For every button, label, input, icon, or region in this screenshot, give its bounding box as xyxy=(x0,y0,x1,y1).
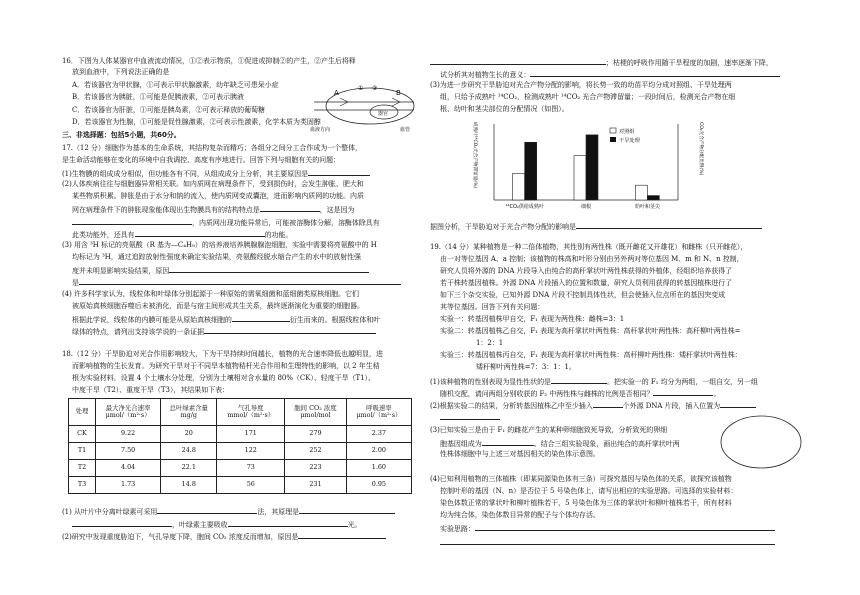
q19-experiment-2b: 1：2：1 xyxy=(476,339,504,347)
label-2: ② xyxy=(372,85,378,92)
q17-line-12 xyxy=(72,277,401,288)
chart-y-label-right: CO₂光合产物分配比例(%) xyxy=(698,122,703,176)
q17-line-15 xyxy=(72,314,380,325)
q19-experiment-3b: 矮秆柳叶两性株=7：3：1：1。 xyxy=(476,363,576,371)
q18-answer-1b xyxy=(72,519,362,530)
q18-line-1: 18.（12 分）干旱胁迫对光合作用影响较大，下为干旱持续时间越长，植物的光合速率降低也越明显，进 xyxy=(62,350,383,358)
q19-line-3: 研究人员将外源的 DNA 片段导入由纯合的高秆掌状叶两性株获得的外植体，经组织培养获得了 xyxy=(440,267,733,275)
q19-answer-3b xyxy=(440,438,680,449)
q19-experiment-3: 实验三：转基因植株丙自交，F₁ 表现为高秆掌状叶两性株：高秆柳叶两性株：矮秆掌状叶两性株： xyxy=(440,351,742,359)
table-cell: 7.50 xyxy=(96,443,161,460)
table-cell: 252 xyxy=(285,443,347,460)
q17-q3-text-b: 是 xyxy=(72,279,79,287)
organ-blood-flow-diagram xyxy=(310,78,418,134)
bar-control xyxy=(635,185,647,200)
q17-q3-blank-2[interactable] xyxy=(79,277,401,285)
table-cell: 171 xyxy=(217,426,285,443)
bar-drought xyxy=(647,196,659,200)
q19-a3-text-b: 胞基因组成为 xyxy=(440,440,482,448)
table-cell: 14.8 xyxy=(161,477,217,494)
q18-r-line-4: 组，只给予成熟叶 ¹⁴CO₂，检测成熟叶 ¹⁴CO₂ 光合产物滞留量；一段时间后，检测光合产物在细 xyxy=(440,93,736,101)
q19-answer-4b: 控制叶形的基因（N、n）是否位于 5 号染色体上，请写出相应的实验思路。可选择的实验材料： xyxy=(440,487,738,495)
q19-a3-blank[interactable] xyxy=(482,438,534,446)
q19-answer-2 xyxy=(430,400,756,411)
q18-line-4: 中度干旱（T2）、重度干旱（T3），其结果如下表： xyxy=(72,386,229,394)
table-cell: 122 xyxy=(217,443,285,460)
bar-control xyxy=(574,156,586,200)
table-cell: CK xyxy=(69,426,96,443)
q18-r-line-6 xyxy=(430,221,762,232)
category-label: ¹⁴CO₂供给成熟叶 xyxy=(505,204,544,210)
q19-a2-blank-2[interactable] xyxy=(720,400,756,408)
table-cell: 9.22 xyxy=(96,426,161,443)
q19-a1-text-c: 随机交配，请问两组分别收获的 F₂ 中两性株与雌株的比例是否相同？ xyxy=(440,390,654,398)
drawing-ellipse xyxy=(721,416,801,468)
q19-a4-blank-1[interactable] xyxy=(475,523,775,531)
label-1: ① xyxy=(358,85,364,92)
header-2-unit: mg/g xyxy=(180,411,197,419)
q19-answer-2c xyxy=(440,412,500,423)
legend-label-control: 对照组 xyxy=(619,129,635,135)
q18-a1-blank-1[interactable] xyxy=(157,506,257,514)
table-cell: 279 xyxy=(285,426,347,443)
table-cell: T3 xyxy=(69,477,96,494)
q17-q1-text: (1)生物膜的组成成分相似，但功能各有不同，从组成成分上分析，其主要原因是 xyxy=(62,170,309,178)
q18-r-text-6: 据图分析，干旱胁迫对于光合产物分配的影响是 xyxy=(430,223,576,231)
table-row xyxy=(69,460,412,477)
q19-a1-text: (1)该种植物的性别表现为显性性状的是 xyxy=(430,378,551,386)
q19-answer-3d: 性株体细胞中与上述三对基因相关的染色体示意图。 xyxy=(440,450,600,458)
q19-a3-text-c: 。结合三组实验现象，画出纯合的高秆掌状叶两 xyxy=(533,440,680,448)
q18-r-line-2 xyxy=(440,69,780,80)
table-cell: 2.37 xyxy=(346,426,411,443)
table-cell: T1 xyxy=(69,443,96,460)
q19-a1-blank-1[interactable] xyxy=(551,376,607,384)
q17-line-8 xyxy=(72,229,292,240)
legend-label-drought: 干旱处理 xyxy=(619,138,640,144)
q18-a1-text-c: ，叶绿素主要吸收 xyxy=(172,521,228,529)
photosynthate-distribution-chart xyxy=(468,118,706,216)
q17-q2-blank-2[interactable] xyxy=(72,217,192,225)
header-2-name: 总叶绿素含量 xyxy=(169,403,208,412)
q17-q4-text-b: 衍生而来的。根据线粒体和叶 xyxy=(289,316,381,324)
q17-q2-text-d: 此类功能外，还具有 xyxy=(72,231,135,239)
table-cell: 20 xyxy=(161,426,217,443)
table-cell: 22.1 xyxy=(161,460,217,477)
q18-a1-blank-3[interactable] xyxy=(72,519,172,527)
table-row xyxy=(69,426,412,443)
q17-line-14: 被原始真核细胞吞噬后未被消化，而是与宿主间形成共生关系，最终逐渐演化为重要的细胞器。 xyxy=(72,302,364,310)
q16-stem-1: 16．下图为人体某器官中血液流动情况，①②表示物质，①促进或抑制②的产生，②产生后将释 xyxy=(62,57,356,65)
q18-data-table xyxy=(68,398,412,494)
q18-r-line-5: 根、幼叶和茎尖部位的分配情况（如图）。 xyxy=(440,105,569,113)
q17-line-4: (2)人体疾病往往与细胞器异常相关联。如内质网在病理条件下，受到损伤时，会发生肿胀、肥大和 xyxy=(62,180,364,188)
blood-vessel-lines xyxy=(314,102,414,110)
table-cell: 231 xyxy=(285,477,347,494)
table-header-cell xyxy=(285,399,347,426)
q17-q2-text: 网在病理条件下的肿胀现象能体现出生物膜具有的结构特点是 xyxy=(72,206,260,214)
q17-line-3 xyxy=(62,168,370,179)
q19-answer-1 xyxy=(430,376,758,387)
header-4-unit: μmol/mol xyxy=(300,411,331,419)
q18-r-blank-2[interactable] xyxy=(530,69,780,77)
table-cell: 56 xyxy=(217,477,285,494)
q19-experiment-2: 实验二：转基因植株乙自交，F₁ 表现为高秆掌状叶两性株：高秆掌状叶两性株：高秆柳叶两性株= xyxy=(440,327,741,335)
q19-answer-4d: 均为纯合体，染色体数目异常的配子与个体均存活。 xyxy=(440,511,600,519)
q18-r-line-1 xyxy=(430,57,773,68)
q19-answer-4: (4)已知利用植物的三体植株（即某同源染色体有三条）可探究基因与染色体的关系，欲探究该植物 xyxy=(430,475,732,483)
q19-answer-1b xyxy=(440,388,720,399)
table-header-row xyxy=(69,399,412,426)
table-cell: 2.00 xyxy=(346,443,411,460)
q16-option-b: B．若该器官为胰脏，①可能是促胰液素，②可表示胰液 xyxy=(72,93,244,101)
q17-q2-text-b: ，这是因为 xyxy=(319,206,355,214)
q17-q2-text-c: ，内质网出现功能异常后，可能被溶酶体分解，溶酶体除具有 xyxy=(192,219,380,227)
q17-q2-text-e: 的功能。 xyxy=(264,231,293,239)
q17-q4-blank-2[interactable] xyxy=(204,326,376,334)
q17-q2-blank-3[interactable] xyxy=(135,229,265,237)
q18-a1-text-b: 法，其原理是 xyxy=(257,508,300,516)
q17-q2-blank-1[interactable] xyxy=(260,204,320,212)
q16-option-c: C．若该器官为肝脏，①可能是胰岛素，②可表示释放的葡萄糖 xyxy=(72,106,265,114)
q18-a2-text: (2)研究中发现重度胁迫下，气孔导度下降，胞间 CO₂ 浓度反而增加，原因是 xyxy=(62,533,299,541)
label-organ: 器官 xyxy=(378,111,389,117)
q17-q3-text: 度并未明显影响实验结果，原因 xyxy=(72,267,170,275)
q17-line-9: (3) 用含 ³H 标记的亮氨酸（R 基为—C₄H₉）的培养液培养胰腺腺泡细胞，实验中需要将亮氨酸中的 H xyxy=(62,241,377,249)
q17-q4-blank-1[interactable] xyxy=(232,314,290,322)
bar-drought xyxy=(525,142,537,200)
q19-a4-text-e: 实验思路： xyxy=(440,525,475,533)
header-1-name: 最大净光合速率 xyxy=(105,403,151,412)
label-flow: 血液方向 xyxy=(310,127,331,133)
q18-a1-text: (1) 从叶片中分离叶绿素可采用 xyxy=(62,508,158,516)
q18-answer-2 xyxy=(62,531,386,542)
label-a: A xyxy=(334,89,339,97)
header-4-name: 胞间 CO₂ 浓度 xyxy=(294,403,337,412)
table-row xyxy=(69,443,412,460)
table-header-cell xyxy=(346,399,411,426)
q19-a1-text-d: 。 xyxy=(713,390,721,398)
q17-line-10: 均标记为 ³H，通过追踪放射性强度来确定实验结果，亮氨酸经脱水缩合产生的水中的放射性强 xyxy=(72,253,361,261)
drawing-area-circle[interactable] xyxy=(718,414,804,470)
q16-option-a: A．若该器官为甲状腺，①可表示甲状腺激素，幼年缺乏可患呆小症 xyxy=(72,81,279,89)
q17-line-11 xyxy=(72,265,369,276)
q19-answer-4f xyxy=(440,537,775,548)
q18-r-blank-3[interactable] xyxy=(576,221,762,229)
q19-answer-3: (3)已知实验三是由于 F₁ 的雌花产生的某种卵细胞致死导致，分析致死的卵细 xyxy=(430,426,668,434)
q18-a1-blank-2[interactable] xyxy=(299,506,395,514)
table-cell: 73 xyxy=(217,460,285,477)
q19-answer-4e xyxy=(440,523,775,534)
q19-a2-text: (2)根据实验二的结果，分析转基因植株乙中至少插入 xyxy=(430,402,593,410)
q19-answer-4c: 染色体数正常的掌状叶和柳叶植株若干，5 号染色体为三体的掌状叶和柳叶植株若干，所有材料 xyxy=(440,499,732,507)
table-cell: 1.60 xyxy=(346,460,411,477)
q16-stem-2: 放到血液中，下列说法正确的是 xyxy=(72,68,170,76)
q17-line-13: (4) 许多科学家认为，线粒体和叶绿体分别起源于一种原始的需氧细菌和蓝细菌类原核细胞。它们 xyxy=(62,290,359,298)
q17-line-1: 17.（12 分）细胞作为基本的生命系统，其结构复杂而精巧；各组分之间分工合作成为一个整体， xyxy=(62,144,362,152)
table-cell: T2 xyxy=(69,460,96,477)
q17-q3-blank-1[interactable] xyxy=(169,265,369,273)
header-5-name: 呼吸速率 xyxy=(366,403,392,412)
table-cell: 223 xyxy=(285,460,347,477)
q19-line-6: 其等位基因。回答下列有关问题： xyxy=(440,303,545,311)
q18-a1-blank-4[interactable] xyxy=(228,519,348,527)
chart-y-label-left: 成熟叶¹⁴CO₂光合产物滞留量(%) xyxy=(472,122,477,189)
q17-q4-text: 根据此学说，线粒体的内膜可能是从原始真核细胞的 xyxy=(72,316,232,324)
q16-option-d: D．若该器官为性腺，①可能是促性腺激素，②可表示性激素，化学本质为类固醇 xyxy=(72,118,321,126)
table-cell: 4.04 xyxy=(96,460,161,477)
bar-drought xyxy=(586,135,598,200)
category-label: 细根 xyxy=(580,204,592,210)
q17-line-5: 某些物质积累。肿胀是由于水分和钠的流入，使内质网变成囊泡，进而影响内质网的功能。内质 xyxy=(72,192,364,200)
q19-a2-blank-1[interactable] xyxy=(593,400,623,408)
header-3-unit: mmol/（m²·s） xyxy=(227,411,275,419)
legend-swatch-control xyxy=(610,128,616,133)
q19-a4-blank-2[interactable] xyxy=(440,537,775,545)
q19-line-4: 若干株转基因植株。外源 DNA 片段插入的位置和数量，研究人员利用获得的转基因植株进行了 xyxy=(440,279,733,287)
q19-a1-text-b: 。把实验一的 F₁ 均分为两组，一组自交，另一组 xyxy=(606,378,758,386)
q19-experiment-1: 实验一：转基因植株甲自交，F₁ 表现为两性株：雌株=3：1 xyxy=(440,315,625,323)
chart-bars xyxy=(513,135,660,200)
q18-line-3: 根为实验材料，设置 4 个土壤水分处理，分别为土壤相对含水量的 80%（CK）、轻度干旱（T1）、 xyxy=(72,374,375,382)
header-5-unit: μmol/（m²·s） xyxy=(356,411,402,419)
q18-a1-text-d: 光。 xyxy=(347,521,362,529)
table-header-cell: 处理 xyxy=(69,399,96,426)
q17-q4-text-c: 绿体的特点，请列出支持该学说的一条证据 xyxy=(72,328,205,336)
section-3-heading: 三、非选择题：包括5小题，共60分。 xyxy=(62,131,181,139)
q18-r-blank-1[interactable] xyxy=(430,57,606,65)
q19-line-2: 由一对等位基因 A、a 控制；该植物的株高和叶形分别由另外两对等位基因 M、m 和 N、n 控制， xyxy=(440,255,744,263)
q19-line-1: 19.（14 分）某种植物是一种二倍体植物，其性别有两性株（既开雌花又开雄花）和雌株（只开雌花）， xyxy=(430,243,748,251)
q18-a2-blank[interactable] xyxy=(298,531,386,539)
table-header-cell xyxy=(161,399,217,426)
q19-a2-blank-3[interactable] xyxy=(440,412,500,420)
q18-answer-1 xyxy=(62,506,395,517)
table-header-cell xyxy=(96,399,161,426)
table-cell: 24.8 xyxy=(161,443,217,460)
q17-line-6 xyxy=(72,204,354,215)
q17-line-7 xyxy=(72,217,380,228)
q19-a2-text-b: 个外源 DNA 片段，插入位置为 xyxy=(622,402,721,410)
label-b: B xyxy=(396,89,401,97)
table-cell: 1.73 xyxy=(96,477,161,494)
table-row xyxy=(69,477,412,494)
q17-line-2: 是生命活动能够在变化的环境中自我调控、高度有序地进行。回答下列与细胞有关的问题： xyxy=(62,156,340,164)
q19-line-5: 如下三个杂交实验，已知外源 DNA 片段不控制具体性状，但会使插入位点所在的基因突变成 xyxy=(440,291,726,299)
q17-q1-blank[interactable] xyxy=(308,168,370,176)
table-header-cell xyxy=(217,399,285,426)
q18-r-line-3: (3)为进一步研究干旱胁迫对光合产物分配的影响，将长势一致的幼苗平均分成对照组、干旱处理两 xyxy=(430,81,732,89)
legend-swatch-drought xyxy=(610,137,616,142)
q18-line-2: 而影响植物的生长发育。为研究干旱对于不同旱本植物秸杆光合作用和生理特性的影响，以 2 年生秸 xyxy=(72,362,380,370)
header-3-name: 气孔导度 xyxy=(237,403,264,412)
category-label: 幼叶和茎尖 xyxy=(634,204,660,210)
label-vessel: 血管 xyxy=(400,127,411,133)
bar-control xyxy=(513,173,525,200)
q19-a1-blank-2[interactable] xyxy=(653,388,713,396)
table-cell: 0.95 xyxy=(346,477,411,494)
q18-r-text-2: 试分析其对植物生长的意义： xyxy=(440,71,531,79)
header-1-unit: μmol/（m²·s） xyxy=(105,411,151,419)
q18-r-text-1: ；枯梗的呼吸作用随干旱程度的加剧，速率逐渐下降， xyxy=(606,59,773,67)
chart-category-labels xyxy=(505,203,659,210)
q17-line-16 xyxy=(72,326,376,337)
